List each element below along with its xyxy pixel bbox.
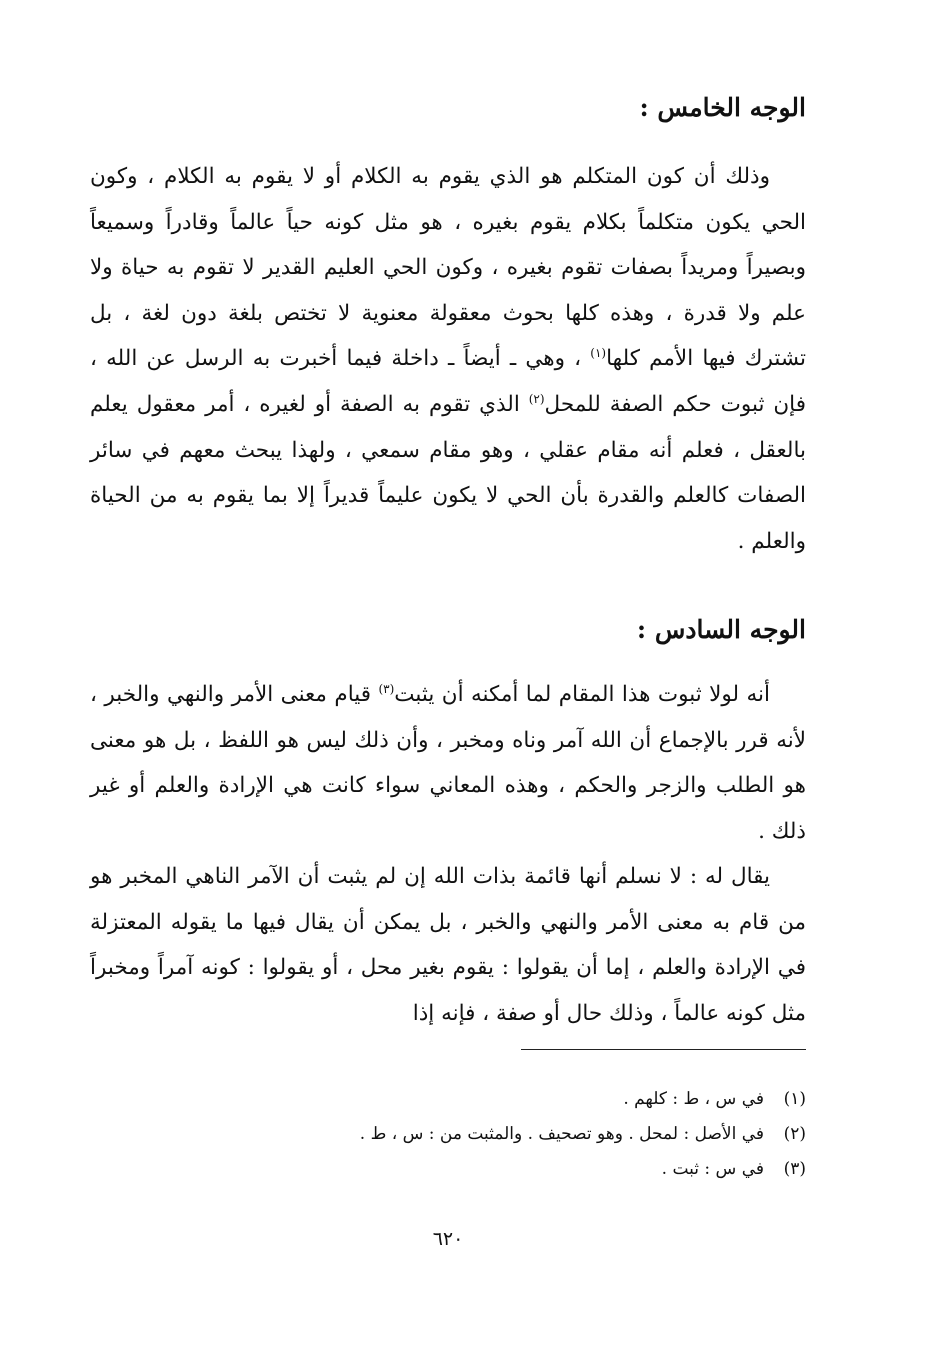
paragraph-sixth-aspect	[90, 672, 806, 854]
footnote-marker-3[interactable]: (٣)	[378, 681, 395, 696]
footnote-item	[90, 1082, 806, 1117]
footnote-item	[90, 1152, 806, 1187]
paragraph-text: أنه لولا ثبوت هذا المقام لما أمكنه أن يثبت	[394, 682, 771, 707]
paragraph-text: ، وهي ـ أيضاً ـ داخلة فيما أخبرت به الرسل عن الله ، فإن ثبوت حكم الصفة للمحل	[90, 346, 806, 417]
paragraph-text: وذلك أن كون المتكلم هو الذي يقوم به الكلام أو لا يقوم به الكلام ، وكون الحي يكون متكلماً بكلام يقوم بغيره ، هو مثل كونه حياً عالماً وقادراً وسميعاً وبصيراً ومريداً بصفات تقوم بغيره ، وكون الحي العليم القدير لا تقوم به حياة ولا علم ولا قدرة ، وهذه كلها بحوث معقولة معنوية لا تختص بلغة دون لغة ، بل تشترك فيها الأمم كلها	[90, 164, 806, 372]
footnote-marker-1[interactable]: (١)	[590, 346, 607, 361]
paragraph-text: الذي تقوم به الصفة أو لغيره ، أمر معقول يعلم بالعقل ، فعلم أنه مقام عقلي ، وهو مقام سمعي ، ولهذا يبحث معهم في سائر الصفات كالعلم والقدرة بأن الحي لا يكون عليماً قديراً إلا بما يقوم به من الحياة والعلم .	[90, 391, 806, 554]
footnote-item	[90, 1117, 806, 1152]
section-heading-sixth: الوجه السادس :	[636, 615, 806, 644]
footnote-text: في الأصل : لمحل . وهو تصحيف . والمثبت من : س ، ط .	[359, 1124, 764, 1144]
footnotes-list	[90, 1082, 806, 1187]
footnote-number: (١)	[783, 1089, 806, 1109]
footnote-text: في س : ثبت .	[661, 1159, 764, 1179]
section-heading-fifth: الوجه الخامس :	[639, 93, 806, 122]
footnote-number: (٢)	[783, 1124, 806, 1144]
paragraph-fifth-aspect	[90, 154, 806, 564]
paragraph-text: قيام معنى الأمر والنهي والخبر ، لأنه قرر بالإجماع أن الله آمر وناه ومخبر ، وأن ذلك ليس هو اللفظ ، بل هو معنى هو الطلب والزجر والحكم ، وهذه المعاني سواء كانت هي الإرادة والعلم أو غير ذلك .	[90, 682, 806, 844]
footnote-divider	[521, 1049, 806, 1050]
footnote-marker-2[interactable]: (٢)	[528, 391, 545, 406]
footnote-number: (٣)	[783, 1159, 806, 1179]
footnote-text: في س ، ط : كلهم .	[623, 1089, 764, 1109]
book-page	[90, 88, 806, 1250]
page-number: ٦٢٠	[432, 1228, 464, 1250]
paragraph-reply: يقال له : لا نسلم أنها قائمة بذات الله إن لم يثبت أن الآمر الناهي المخبر هو من قام به معنى الأمر والنهي والخبر ، بل يمكن أن يقال فيها ما يقوله المعتزلة في الإرادة والعلم ، إما أن يقولوا : يقوم بغير محل ، أو يقولوا : كونه آمراً ومخبراً مثل كونه عالماً ، وذلك حال أو صفة ، فإنه إذا	[90, 864, 806, 1026]
